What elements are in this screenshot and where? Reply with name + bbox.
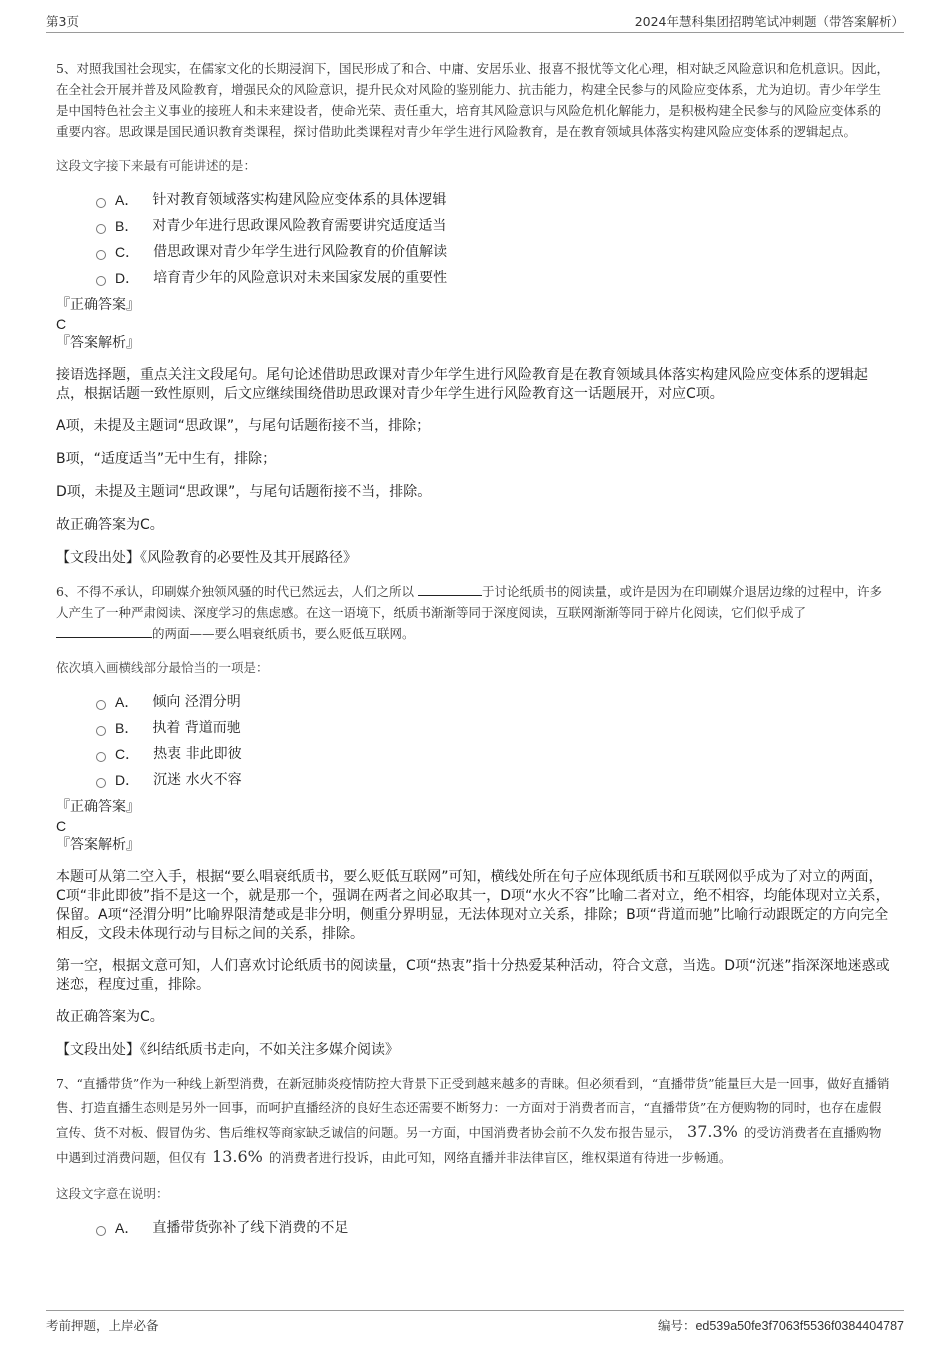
radio-icon[interactable] bbox=[96, 224, 106, 234]
radio-icon[interactable] bbox=[96, 276, 106, 286]
question-5-option-c[interactable]: C． 借思政课对青少年学生进行风险教育的价值解读 bbox=[96, 239, 890, 265]
question-6-option-a[interactable]: A． 倾向 泾渭分明 bbox=[96, 689, 890, 715]
question-5-option-d[interactable]: D． 培育青少年的风险意识对未来国家发展的重要性 bbox=[96, 265, 890, 291]
question-6-option-d[interactable]: D． 沉迷 水火不容 bbox=[96, 767, 890, 793]
document-id: 编号：ed539a50fe3f7063f5536f0384404787 bbox=[657, 1318, 904, 1333]
question-6-options bbox=[56, 689, 890, 793]
page-header bbox=[46, 10, 904, 33]
question-6-option-b[interactable]: B． 执着 背道而驰 bbox=[96, 715, 890, 741]
percent-value-2: 13.6% bbox=[212, 1147, 263, 1166]
question-6-source: 【文段出处】《纠结纸质书走向，不如关注多媒介阅读》 bbox=[56, 1042, 399, 1058]
question-6-answer: C bbox=[56, 818, 67, 834]
percent-value-1: 37.3% bbox=[687, 1122, 738, 1141]
radio-icon[interactable] bbox=[96, 778, 106, 788]
page-number: 第3页 bbox=[46, 14, 79, 29]
answer-analysis-label: 『答案解析』 bbox=[56, 837, 140, 853]
fill-blank-1 bbox=[418, 581, 482, 596]
answer-analysis-label: 『答案解析』 bbox=[56, 335, 140, 351]
footer-slogan: 考前押题，上岸必备 bbox=[46, 1318, 159, 1333]
question-5 bbox=[56, 58, 890, 568]
document-title: 2024年慧科集团招聘笔试冲刺题（带答案解析） bbox=[634, 14, 904, 29]
question-7-prompt: 这段文字意在说明： bbox=[56, 1186, 169, 1201]
question-6-explanation-3: 故正确答案为C。 bbox=[56, 1009, 164, 1025]
question-5-options bbox=[56, 187, 890, 291]
question-7-option-a[interactable]: A． 直播带货弥补了线下消费的不足 bbox=[96, 1215, 890, 1241]
question-5-text: 5、对照我国社会现实，在儒家文化的长期浸润下，国民形成了和合、中庸、安居乐业、报喜不报忧等文化心理，相对缺乏风险意识和危机意识。因此，在全社会开展并普及风险教育，增强民众的风险意识，提升民众对风险的鉴别能力、抗击能力，构建全民参与的风险应变体系，尤为迫切。青少年学生是中国特色社会主义事业的接班人和未来建设者，使命光荣、责任重大，培育其风险意识与风险危机化解能力，是积极构建全民参与的风险应变体系的重要内容。思政课是国民通识教育类课程，探讨借助此类课程对青少年学生进行风险教育，是在教育领域具体落实构建风险应变体系的逻辑起点。 bbox=[56, 61, 889, 139]
question-5-explanation-4: D项，未提及主题词“思政课”，与尾句话题衔接不当，排除。 bbox=[56, 484, 432, 500]
page-footer bbox=[46, 1310, 904, 1337]
question-6-explanation-1: 本题可从第二空入手，根据“要么唱衰纸质书，要么贬低互联网”可知，横线处所在句子应体现纸质书和互联网似乎成为了对立的两面，C项“非此即彼”指不是这一个，就是那一个，强调在两者之间必取其一，D项“水火不容”比喻二者对立，绝不相容，均能体现对立关系，保留。A项“泾渭分明”比喻界限清楚或是非分明，侧重分界明显，无法体现对立关系，排除；B项“背道而驰”比喻行动跟既定的方向完全相反，文段未体现行动与目标之间的关系，排除。 bbox=[56, 869, 890, 942]
question-5-option-a[interactable]: A． 针对教育领域落实构建风险应变体系的具体逻辑 bbox=[96, 187, 890, 213]
radio-icon[interactable] bbox=[96, 1226, 106, 1236]
question-5-explanation-5: 故正确答案为C。 bbox=[56, 517, 164, 533]
radio-icon[interactable] bbox=[96, 700, 106, 710]
radio-icon[interactable] bbox=[96, 250, 106, 260]
question-5-source: 【文段出处】《风险教育的必要性及其开展路径》 bbox=[56, 550, 357, 566]
radio-icon[interactable] bbox=[96, 752, 106, 762]
question-5-prompt: 这段文字接下来最有可能讲述的是： bbox=[56, 158, 257, 173]
radio-icon[interactable] bbox=[96, 198, 106, 208]
question-6-prompt: 依次填入画横线部分最恰当的一项是： bbox=[56, 660, 269, 675]
radio-icon[interactable] bbox=[96, 726, 106, 736]
question-6 bbox=[56, 581, 890, 1060]
correct-answer-label: 『正确答案』 bbox=[56, 297, 140, 313]
question-7-options bbox=[56, 1215, 890, 1241]
question-5-explanation-1: 接语选择题，重点关注文段尾句。尾句论述借助思政课对青少年学生进行风险教育是在教育领域具体落实构建风险应变体系的逻辑起点，根据话题一致性原则，后文应继续围绕借助思政课对青少年学生进行风险教育这一话题展开，对应C项。 bbox=[56, 367, 868, 402]
question-6-text: 6、不得不承认，印刷媒介独领风骚的时代已然远去，人们之所以 于讨论纸质书的阅读量，或许是因为在印刷媒介退居边缘的过程中，许多人产生了一种严肃阅读、深度学习的焦虑感。在这一语境下，纸质书渐渐等同于深度阅读，互联网渐渐等同于碎片化阅读，它们似乎成了 的两面——要么唱衰纸质书，要么贬低互联网。 bbox=[56, 581, 890, 644]
question-5-option-b[interactable]: B． 对青少年进行思政课风险教育需要讲究适度适当 bbox=[96, 213, 890, 239]
correct-answer-label: 『正确答案』 bbox=[56, 799, 140, 815]
question-5-answer: C bbox=[56, 316, 67, 332]
fill-blank-2 bbox=[56, 623, 152, 638]
question-6-option-c[interactable]: C． 热衷 非此即彼 bbox=[96, 741, 890, 767]
question-6-explanation-2: 第一空，根据文意可知，人们喜欢讨论纸质书的阅读量，C项“热衷”指十分热爱某种活动，符合文意，当选。D项“沉迷”指深深地迷惑或迷恋，程度过重，排除。 bbox=[56, 958, 890, 993]
question-5-explanation-2: A项，未提及主题词“思政课”，与尾句话题衔接不当，排除； bbox=[56, 418, 431, 434]
question-7-text: 7、“直播带货”作为一种线上新型消费，在新冠肺炎疫情防控大背景下正受到越来越多的青睐。但必须看到，“直播带货”能量巨大是一回事，做好直播销售、打造直播生态则是另外一回事，而呵护直播经济的良好生态还需要不断努力：一方面对于消费者而言，“直播带货”在方便购物的同时，也存在虚假宣传、货不对板、假冒伪劣、售后维权等商家缺乏诚信的问题。另一方面，中国消费者协会前不久发布报告显示， 37.3% 的受访消费者在直播购物中遇到过消费问题，但仅有 13.6% 的消费者进行投诉，由此可知，网络直播并非法律盲区，维权渠道有待进一步畅通。 bbox=[56, 1076, 890, 1166]
question-7 bbox=[56, 1072, 890, 1241]
question-5-explanation-3: B项，“适度适当”无中生有，排除； bbox=[56, 451, 277, 467]
main-content bbox=[56, 52, 890, 1241]
